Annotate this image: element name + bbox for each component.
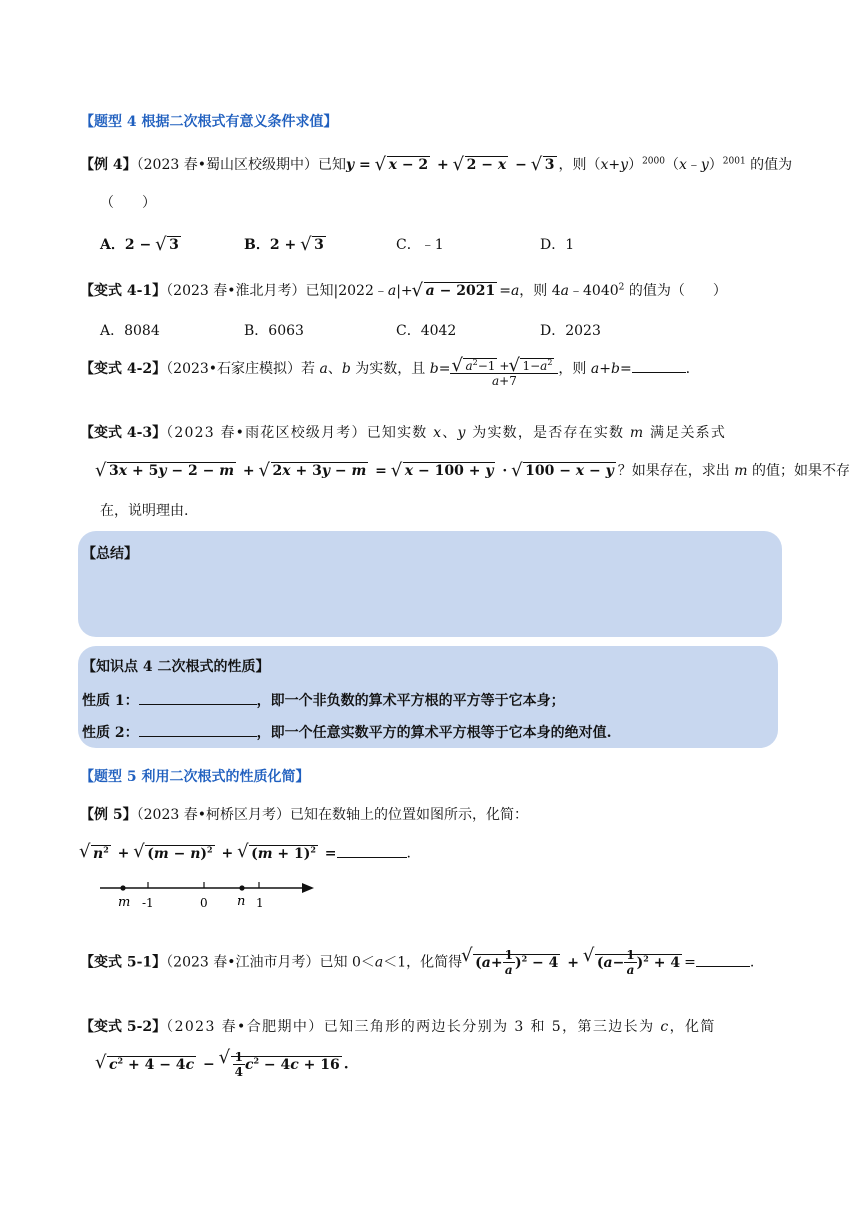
variant-4-3-text3: 在，说明理由.	[100, 503, 189, 519]
point-m	[120, 885, 125, 890]
arrow-icon	[302, 883, 314, 893]
example-4-option-c: C．﹣1	[396, 237, 444, 253]
label-n: n	[237, 894, 246, 909]
variant-4-1-option-d: D．2023	[540, 323, 601, 339]
variant-4-3: 【变式 4-3】（2023 春•雨花区校级月考）已知实数 x、y 为实数，是否存在实数 m 满足关系式	[80, 425, 727, 441]
summary-title: 【总结】	[82, 546, 138, 562]
label-minus-1: -1	[142, 896, 154, 910]
variant-4-1-option-a: A．8084	[100, 323, 160, 339]
label-1: 1	[256, 896, 264, 910]
example-4	[80, 154, 792, 174]
knowledge-4-title: 【知识点 4 二次根式的性质】	[82, 659, 270, 675]
example-4-tag: 【例 4】	[80, 157, 137, 173]
property-2: 性质 2： ，即一个任意实数平方的算术平方根等于它本身的绝对值.	[82, 725, 612, 741]
example-4-tail: ，则$(x+y)^{2000}(x﹣y)^{2001}$ 的值为	[558, 156, 793, 173]
variant-4-1: 【变式 4-1】（2023 春•淮北月考）已知|2022﹣a|+√ a − 2021 =a，则 4a﹣4040$^2$ 的值为（ ）	[80, 280, 727, 300]
example-5: 【例 5】（2023 春•柯桥区月考）已知在数轴上的位置如图所示，化简：	[80, 807, 528, 823]
section-4-title: 【题型 4 根据二次根式有意义条件求值】	[80, 114, 338, 130]
variant-4-2: 【变式 4-2】（2023•石家庄模拟）若 a、b 为实数，且 b= √ $\frac{a^2-1 +√ 1-a^2}{a+7}$ ，则 a+b= .	[80, 358, 690, 388]
variant-4-1-option-c: C．4042	[396, 323, 457, 339]
summary-box	[78, 531, 782, 637]
point-n	[239, 885, 244, 890]
example-4-option-d: D．1	[540, 237, 575, 253]
variant-4-3-expr: √ 3x + 5y − 2 − m + √ 2x + 3y − m = √ x − 100 + y · √ 100 − x − y ？如果存在，求出 m 的值；如果不存	[96, 460, 850, 480]
section-5-title: 【题型 5 利用二次根式的性质化简】	[80, 769, 310, 785]
variant-5-2-expr: √ $c^2 + 4 - 4c$ − √ $\frac{1}{4}$ $c^2 - 4c + 16$ .	[96, 1050, 349, 1079]
example-4-option-a: A．2 − √ 3	[100, 234, 183, 254]
variant-5-1: 【变式 5-1】（2023 春•江油市月考）已知 0＜a＜1，化简得√ (a+ $\frac{1}{a}$ )$^2$ − 4 + √ (a− $\frac{1}{a}$ )$^2$ + 4 = .	[80, 948, 754, 977]
example-4-source: （2023 春•蜀山区校级期中）已知	[136, 157, 346, 173]
example-4-option-b: B．2 + √ 3	[244, 234, 328, 254]
knowledge-4-box	[78, 646, 778, 748]
variant-4-1-option-b: B．6063	[244, 323, 304, 339]
example-4-paren: （ ）	[100, 195, 156, 211]
example-4-expr: y = √ x − 2 + √ 2 − x − √ 3	[346, 157, 559, 173]
number-line	[96, 878, 322, 910]
label-0: 0	[200, 896, 208, 910]
variant-5-2: 【变式 5-2】（2023 春•合肥期中）已知三角形的两边长分别为 3 和 5，第三边长为 c，化简	[80, 1019, 716, 1035]
label-m: m	[118, 895, 131, 910]
property-1: 性质 1： ，即一个非负数的算术平方根的平方等于它本身；	[82, 693, 565, 709]
example-5-expr: √ $n^2$ + √ $(m - n)^2$ + √ $(m + 1)^2$ = .	[80, 844, 411, 862]
